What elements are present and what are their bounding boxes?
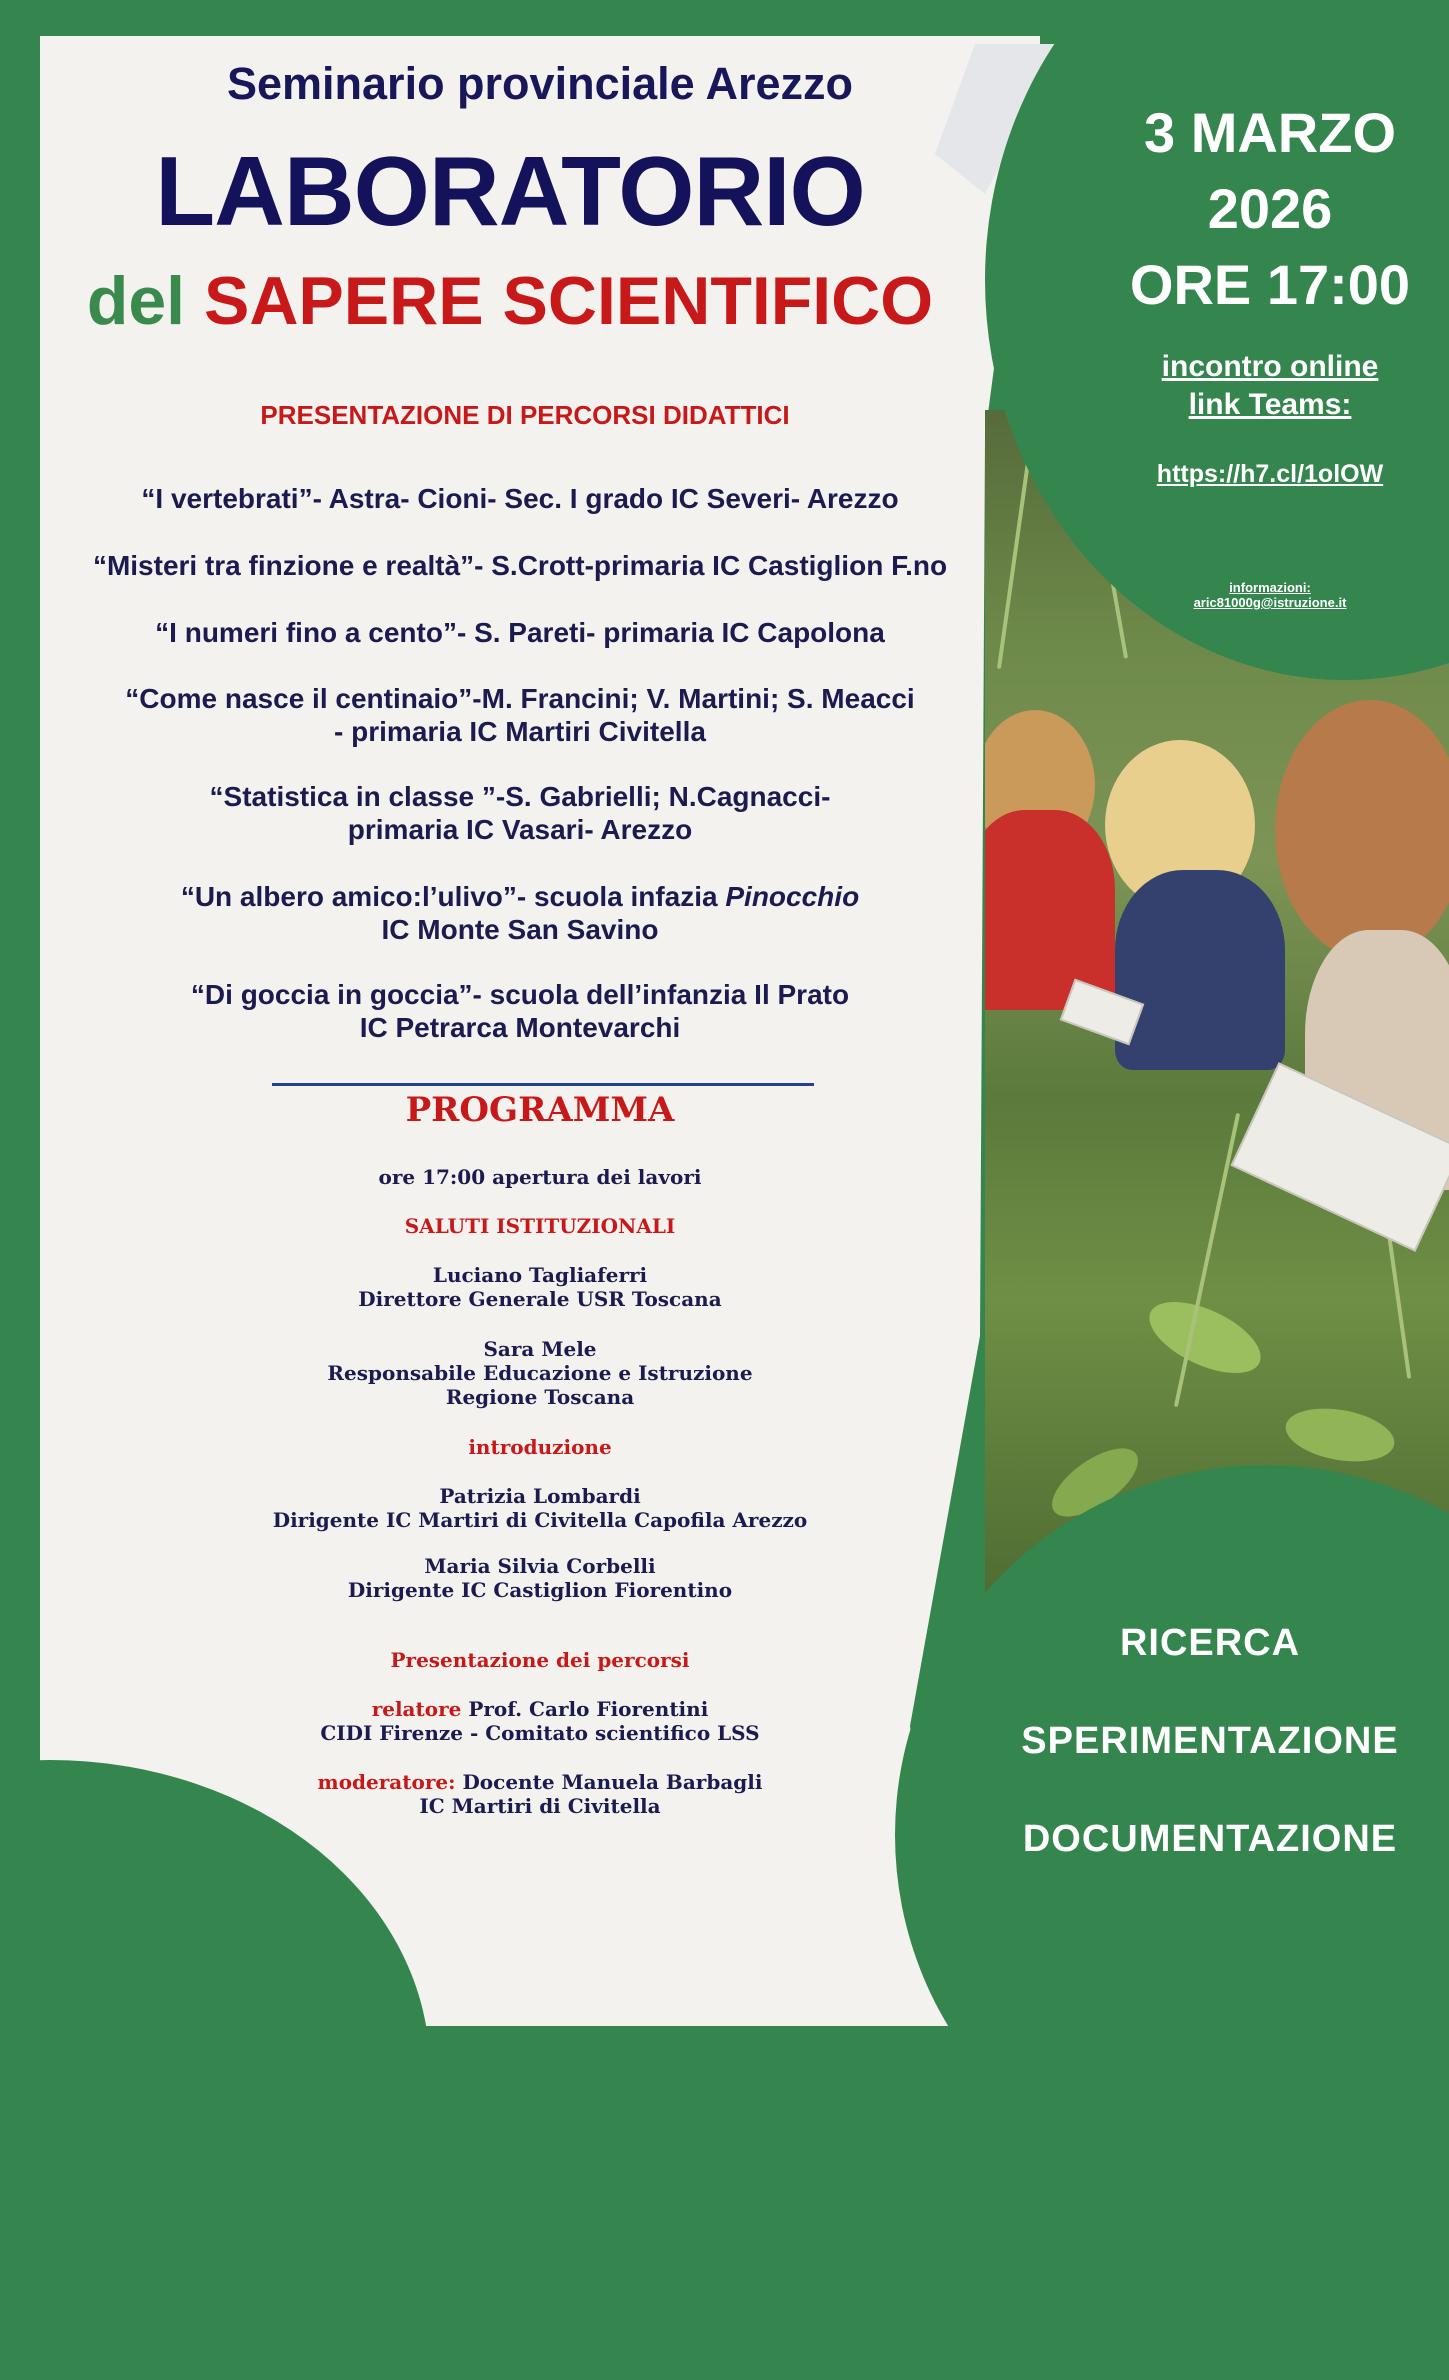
course-item	[40, 482, 1000, 515]
subtitle	[80, 262, 940, 340]
greeter-name: Sara Mele	[483, 1337, 597, 1361]
greeter-1	[140, 1263, 940, 1311]
course-line-italic: Pinocchio	[725, 881, 860, 912]
speaker-label: relatore	[371, 1697, 462, 1721]
online-meeting-label	[1090, 348, 1449, 424]
course-item	[40, 780, 1000, 846]
course-line: “I vertebrati”- Astra- Cioni- Sec. I grado IC Severi- Arezzo	[141, 483, 899, 514]
moderator	[140, 1770, 940, 1818]
course-line	[40, 880, 1000, 913]
child-left-body	[985, 810, 1115, 1010]
online-line: incontro online	[1161, 350, 1379, 383]
course-line: - primaria IC Martiri Civitella	[334, 716, 706, 747]
course-item	[40, 616, 1000, 649]
info-contact	[1090, 580, 1449, 610]
course-item	[40, 549, 1000, 582]
speaker-name: Prof. Carlo Fiorentini	[468, 1697, 709, 1721]
intro-2	[140, 1554, 940, 1602]
leaf-shape	[1281, 1401, 1398, 1469]
event-date-day: 3 MARZO	[1144, 101, 1396, 164]
moderator-name: Docente Manuela Barbagli	[462, 1770, 763, 1794]
course-item	[40, 880, 1000, 946]
child-middle-body	[1115, 870, 1285, 1070]
intro-role: Dirigente IC Martiri di Civitella Capofila Arezzo	[272, 1508, 808, 1532]
program-opening: ore 17:00 apertura dei lavori	[378, 1165, 702, 1189]
teams-link[interactable]: https://h7.cl/1olOW	[1156, 460, 1384, 488]
intro-role: Dirigente IC Castiglion Fiorentino	[347, 1578, 733, 1602]
course-line-text: “Un albero amico:l’ulivo”- scuola infazia	[180, 881, 726, 912]
greeter-role: Direttore Generale USR Toscana	[358, 1287, 722, 1311]
greetings-heading: SALUTI ISTITUZIONALI	[404, 1214, 676, 1238]
subtitle-main: SAPERE SCIENTIFICO	[203, 263, 934, 339]
course-line: IC Monte San Savino	[381, 914, 659, 945]
section-divider	[272, 1083, 814, 1086]
subtitle-prefix: del	[86, 263, 186, 339]
course-line: “Come nasce il centinaio”-M. Francini; V. Martini; S. Meacci	[125, 683, 915, 714]
course-item	[40, 978, 1000, 1044]
presentations-heading: PRESENTAZIONE DI PERCORSI DIDATTICI	[260, 400, 790, 430]
leaf-shape	[1139, 1287, 1271, 1388]
course-line: “Di goccia in goccia”- scuola dell’infanzia Il Prato	[190, 979, 850, 1010]
seminar-title: Seminario provinciale Arezzo	[226, 58, 854, 109]
program-heading: PROGRAMMA	[405, 1090, 675, 1130]
intro-heading: introduzione	[468, 1435, 612, 1459]
online-line: link Teams:	[1188, 388, 1352, 421]
greeter-name: Luciano Tagliaferri	[432, 1263, 648, 1287]
course-line: primaria IC Vasari- Arezzo	[347, 814, 693, 845]
moderator-label: moderatore:	[317, 1770, 456, 1794]
event-time: ORE 17:00	[1129, 253, 1411, 316]
course-line: IC Petrarca Montevarchi	[359, 1012, 681, 1043]
info-label: informazioni:	[1229, 580, 1311, 595]
speaker-line	[140, 1697, 940, 1721]
speaker-role: CIDI Firenze - Comitato scientifico LSS	[320, 1721, 760, 1745]
greeter-role: Regione Toscana	[445, 1385, 635, 1409]
greeter-role: Responsabile Educazione e Istruzione	[327, 1361, 753, 1385]
presentation-heading: Presentazione dei percorsi	[390, 1648, 690, 1672]
course-line: “Misteri tra finzione e realtà”- S.Crott-primaria IC Castiglion F.no	[92, 550, 948, 581]
child-right-head	[1275, 700, 1449, 960]
speaker	[140, 1697, 940, 1745]
course-line: “Statistica in classe ”-S. Gabrielli; N.Cagnacci-	[209, 781, 831, 812]
course-line: “I numeri fino a cento”- S. Pareti- primaria IC Capolona	[155, 617, 885, 648]
moderator-line	[140, 1770, 940, 1794]
keyword-experimentation: SPERIMENTAZIONE	[1021, 1720, 1399, 1762]
event-datetime	[1090, 95, 1449, 323]
intro-1	[140, 1484, 940, 1532]
intro-name: Maria Silvia Corbelli	[424, 1554, 656, 1578]
greeter-2	[140, 1337, 940, 1409]
intro-name: Patrizia Lombardi	[439, 1484, 641, 1508]
keyword-documentation: DOCUMENTAZIONE	[1022, 1818, 1398, 1860]
info-email[interactable]: aric81000g@istruzione.it	[1193, 595, 1347, 610]
course-item	[40, 682, 1000, 748]
event-date-year: 2026	[1207, 177, 1333, 240]
moderator-role: IC Martiri di Civitella	[419, 1794, 661, 1818]
keyword-research: RICERCA	[1119, 1622, 1301, 1664]
main-title: LABORATORIO	[155, 136, 865, 246]
